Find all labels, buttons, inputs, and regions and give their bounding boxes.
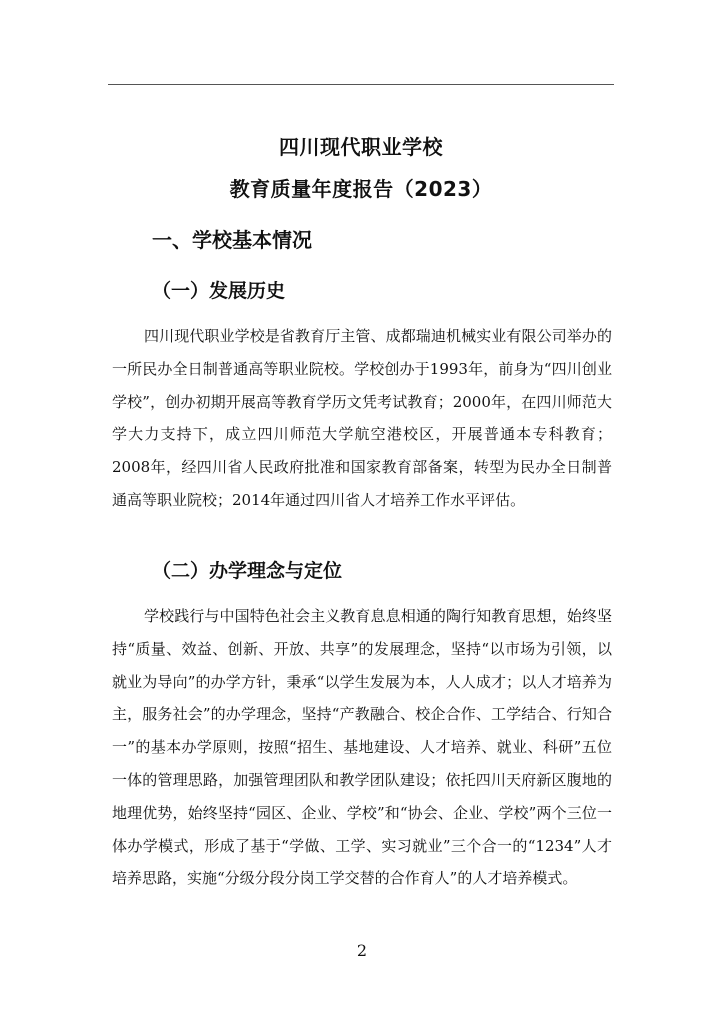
paragraph-history: 四川现代职业学校是省教育厅主管、成都瑞迪机械实业有限公司举办的一所民办全日制普通高等职业院校。学校创办于1993年，前身为“四川创业学校”，创办初期开展高等教育学历文凭考试教育；2000年，在四川师范大学大力支持下，成立四川师范大学航空港校区，开展普通本专科教育；2008年，经四川省人民政府批准和国家教育部备案，转型为民办全日制普通高等职业院校；2014年通过四川省人才培养工作水平评估。 [112, 327, 612, 509]
header-rule [108, 84, 614, 85]
page-number: 2 [356, 941, 368, 960]
report-title-name: 教育质量年度报告（2023） [229, 177, 493, 201]
subsection-heading-history: （一）发展历史 [152, 280, 286, 302]
section-heading: 一、学校基本情况 [152, 228, 312, 252]
subsection-heading-philosophy: （二）办学理念与定位 [152, 560, 343, 582]
paragraph-philosophy: 学校践行与中国特色社会主义教育息息相通的陶行知教育思想，始终坚持“质量、效益、创新、开放、共享”的发展理念，坚持“以市场为引领，以就业为导向”的办学方针，秉承“以学生发展为本，人人成才；以人才培养为主，服务社会”的办学理念，坚持“产教融合、校企合作、工学结合、行知合一”的基本办学原则，按照“招生、基地建设、人才培养、就业、科研”五位一体的管理思路，加强管理团队和教学团队建设；依托四川天府新区腹地的地理优势，始终坚持“园区、企业、学校”和“协会、企业、学校”两个三位一体办学模式，形成了基于“学做、工学、实习就业”三个合一的“1234”人才培养思路，实施“分级分段分岗工学交替的合作育人”的人才培养模式。 [112, 607, 612, 888]
report-title-school: 四川现代职业学校 [279, 135, 443, 159]
